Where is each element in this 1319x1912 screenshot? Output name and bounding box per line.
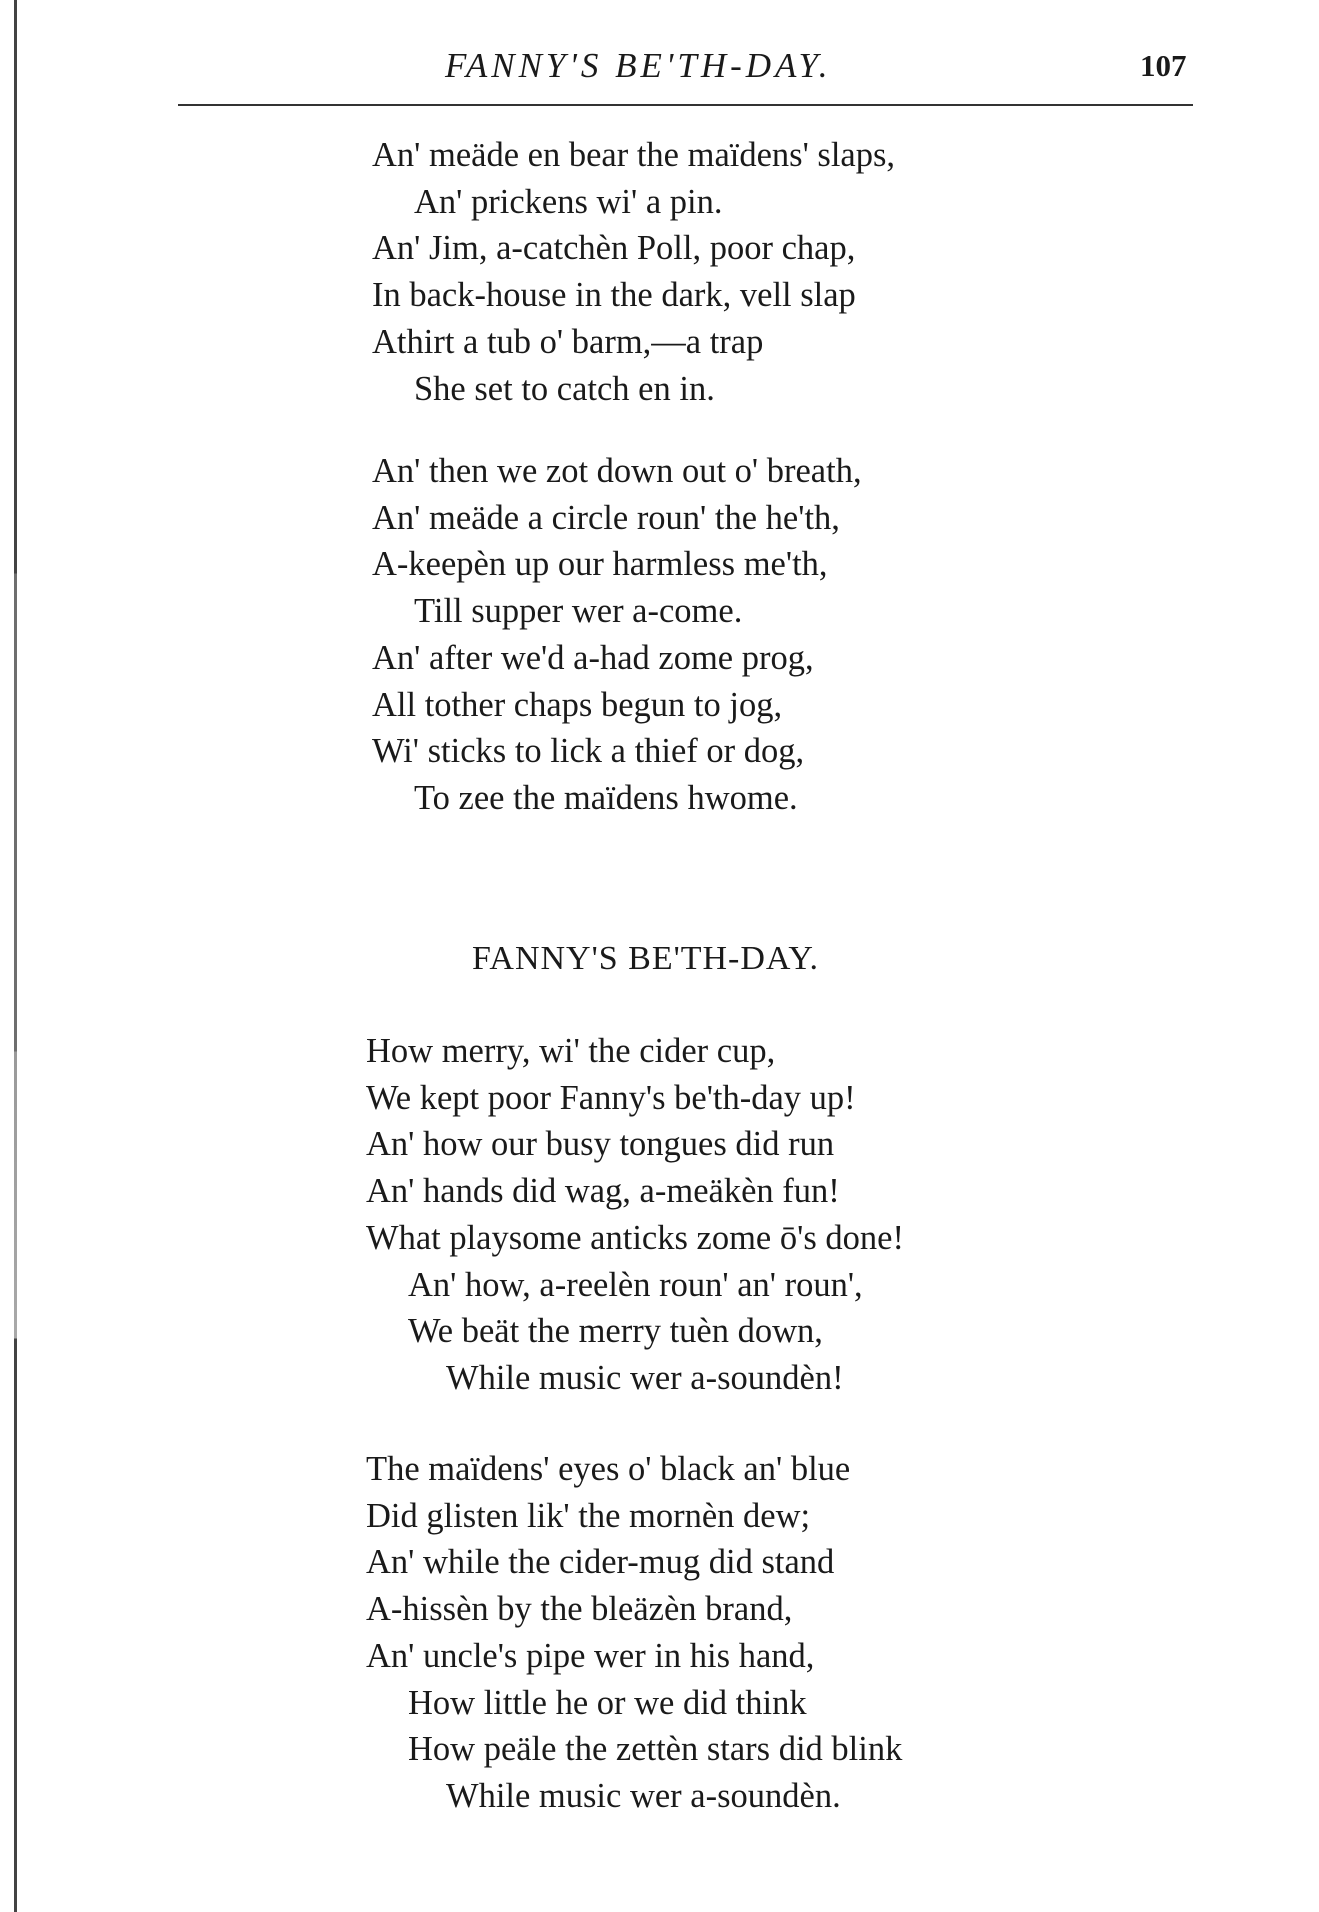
continued-stanza-1	[372, 132, 895, 412]
verse-line: An' how, a-reelèn roun' an' roun',	[408, 1265, 863, 1304]
verse-line: An' while the cider-mug did stand	[366, 1543, 835, 1582]
verse-line: An' then we zot down out o' breath,	[372, 452, 862, 490]
verse-line: What playsome anticks zome ō's done!	[366, 1218, 904, 1257]
verse-line: The maïdens' eyes o' black an' blue	[366, 1450, 851, 1488]
verse-line: While music wer a-soundèn!	[446, 1358, 844, 1397]
verse-line: We beät the merry tuèn down,	[408, 1312, 823, 1351]
verse-line: An' how our busy tongues did run	[366, 1125, 835, 1164]
header-rule	[178, 104, 1193, 106]
verse-line: In back-house in the dark, vell slap	[372, 276, 856, 315]
verse-line: An' Jim, a-catchèn Poll, poor chap,	[372, 229, 856, 268]
verse-line: Did glisten lik' the mornèn dew;	[366, 1496, 811, 1535]
verse-line: An' after we'd a-had zome prog,	[372, 638, 814, 677]
verse-line: Wi' sticks to lick a thief or dog,	[372, 732, 805, 771]
poem-title: FANNY'S BE'TH-DAY.	[472, 940, 820, 977]
running-title: FANNY'S BE'TH-DAY.	[445, 46, 832, 85]
verse-line: We kept poor Fanny's be'th-day up!	[366, 1078, 856, 1117]
page-number: 107	[1140, 48, 1187, 83]
running-head	[0, 46, 1319, 96]
continued-stanza-2	[372, 448, 862, 822]
verse-line: An' meäde en bear the maïdens' slaps,	[372, 136, 896, 174]
poem-stanza-2	[366, 1446, 902, 1820]
verse-line: She set to catch en in.	[414, 369, 715, 408]
poem-stanza-1	[366, 1028, 904, 1402]
verse-line: An' prickens wi' a pin.	[414, 182, 723, 221]
verse-line: To zee the maïdens hwome.	[414, 778, 798, 817]
verse-line: An' meäde a circle roun' the he'th,	[372, 498, 840, 537]
verse-line: An' hands did wag, a-meäkèn fun!	[366, 1172, 840, 1211]
verse-line: How little he or we did think	[408, 1683, 807, 1722]
verse-line: A-hissèn by the bleäzèn brand,	[366, 1590, 793, 1629]
verse-line: Till supper wer a-come.	[414, 592, 743, 631]
verse-line: A-keepèn up our harmless me'th,	[372, 545, 828, 584]
book-spine-edge	[14, 0, 17, 1912]
verse-line: How merry, wi' the cider cup,	[366, 1032, 776, 1070]
verse-line: An' uncle's pipe wer in his hand,	[366, 1636, 815, 1675]
verse-line: Athirt a tub o' barm,—a trap	[372, 322, 764, 361]
verse-line: How peäle the zettèn stars did blink	[408, 1730, 903, 1769]
verse-line: All tother chaps begun to jog,	[372, 685, 783, 724]
verse-line: While music wer a-soundèn.	[446, 1776, 841, 1815]
